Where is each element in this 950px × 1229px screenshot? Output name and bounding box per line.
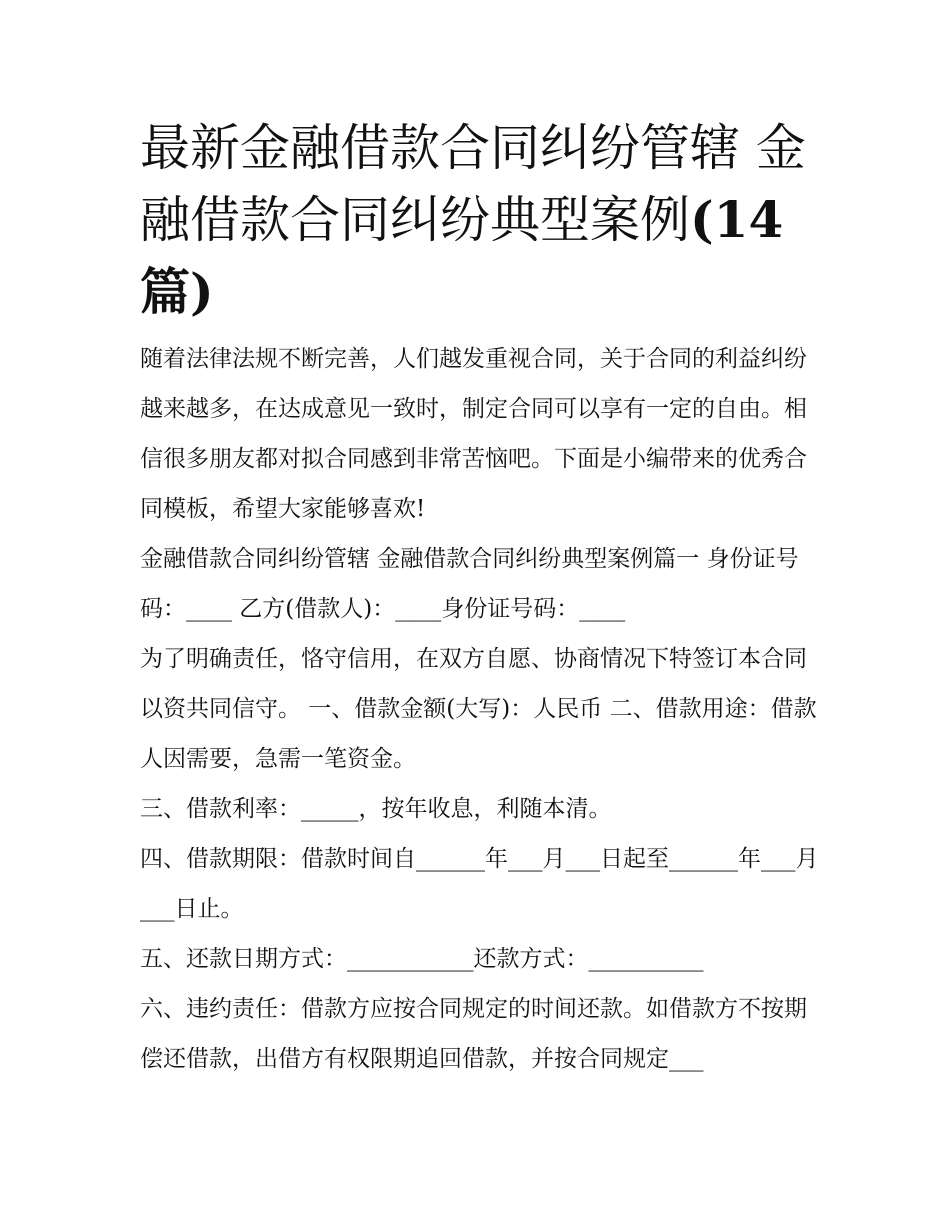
intro-paragraph: 随着法律法规不断完善，人们越发重视合同，关于合同的利益纠纷越来越多，在达成意见一致时，制定合同可以享有一定的自由。相信很多朋友都对拟合同感到非常苦恼吧。下面是小编带来的优秀合同模板，希望大家能够喜欢!: [140, 346, 807, 522]
purpose-paragraph: 为了明确责任，恪守信用，在双方自愿、协商情况下特签订本合同以资共同信守。 一、借款金额(大写)：人民币 二、借款用途：借款人因需要，急需一笔资金。: [140, 646, 817, 772]
loan-term-paragraph: 四、借款期限：借款时间自______年___月___日起至______年___月___日止。: [140, 846, 819, 922]
interest-rate-paragraph: 三、借款利率：_____，按年收息，利随本清。: [140, 796, 612, 822]
title-main: 最新金融借款合同纠纷管辖 金融借款合同纠纷典型案例: [140, 119, 806, 249]
section-heading-paragraph: 金融借款合同纠纷管辖 金融借款合同纠纷典型案例篇一 身份证号码：____ 乙方(借款人)：____身份证号码：____: [140, 546, 799, 622]
document-title: [140, 112, 820, 328]
liability-paragraph: 六、违约责任：借款方应按合同规定的时间还款。如借款方不按期偿还借款，出借方有权限期追回借款，并按合同规定___: [140, 996, 807, 1072]
repayment-paragraph: 五、还款日期方式：___________还款方式：__________: [140, 946, 704, 972]
document-page: [140, 112, 820, 1084]
title-suffix: (14篇): [140, 190, 784, 321]
